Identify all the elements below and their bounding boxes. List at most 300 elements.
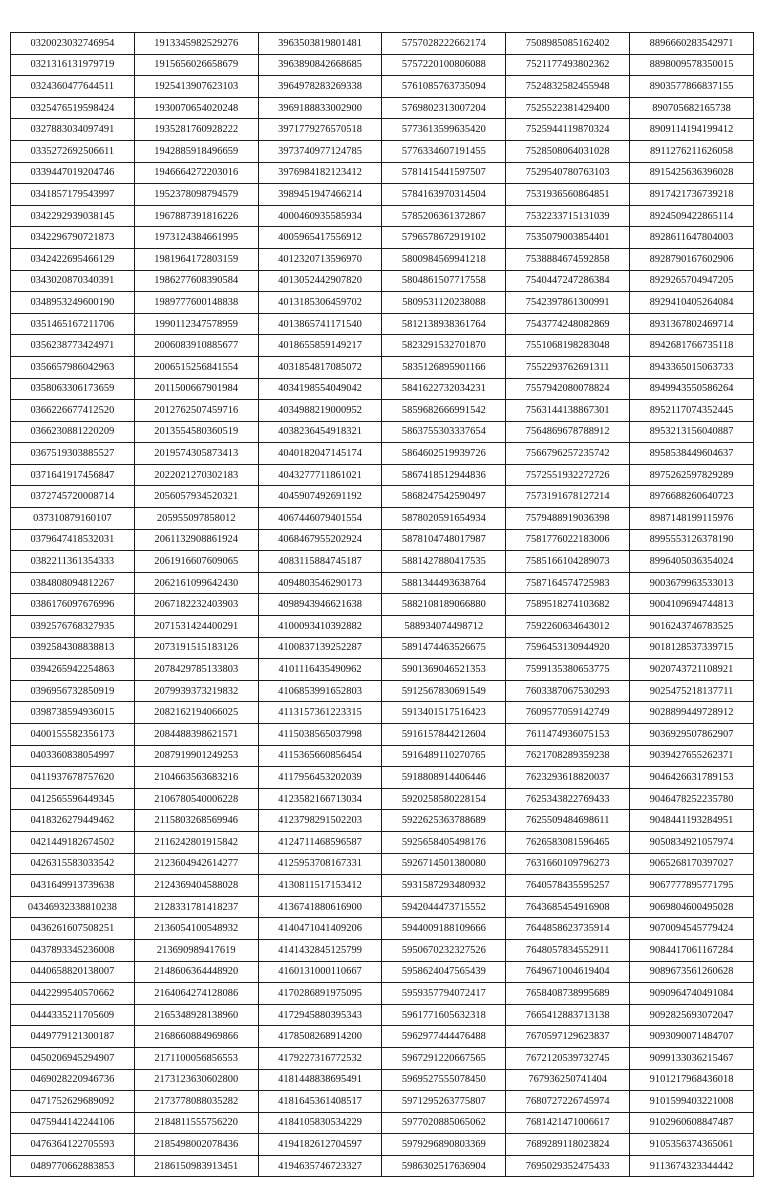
table-row (11, 1004, 754, 1026)
table-row (11, 205, 754, 227)
table-cell: 5920258580228154 (382, 788, 506, 810)
table-row (11, 292, 754, 314)
table-cell: 4170286891975095 (258, 983, 382, 1005)
table-cell: 2082162194066025 (134, 702, 258, 724)
table-cell: 7623293618820037 (506, 767, 630, 789)
table-cell: 9004109694744813 (630, 594, 754, 616)
table-cell: 4113157361223315 (258, 702, 382, 724)
table-cell: 5757028222662174 (382, 33, 506, 55)
table-cell: 3989451947466214 (258, 184, 382, 206)
table-cell: 9003679963533013 (630, 572, 754, 594)
table-row (11, 1155, 754, 1177)
table-cell: 5867418512944836 (382, 464, 506, 486)
table-cell: 4181645361408517 (258, 1091, 382, 1113)
table-cell: 9092825693072047 (630, 1004, 754, 1026)
table-cell: 2185498002078436 (134, 1134, 258, 1156)
table-cell: 5962977444476488 (382, 1026, 506, 1048)
table-cell: 0403360838054997 (11, 745, 135, 767)
table-cell: 5922625363788689 (382, 810, 506, 832)
table-cell: 7532233715131039 (506, 205, 630, 227)
table-cell: 9020743721108921 (630, 659, 754, 681)
table-row (11, 1069, 754, 1091)
table-cell: 2012762507459716 (134, 400, 258, 422)
table-cell: 1986277608390584 (134, 270, 258, 292)
table-cell: 2019574305873413 (134, 443, 258, 465)
table-cell: 4115365660856454 (258, 745, 382, 767)
table-cell: 5959357794072417 (382, 983, 506, 1005)
table-cell: 7508985085162402 (506, 33, 630, 55)
table-row (11, 184, 754, 206)
table-cell: 8942681766735118 (630, 335, 754, 357)
table-cell: 2164064274128086 (134, 983, 258, 1005)
table-cell: 2148606364448920 (134, 961, 258, 983)
table-cell: 0341857179543997 (11, 184, 135, 206)
table-cell: 0411937678757620 (11, 767, 135, 789)
table-cell: 7670597129623837 (506, 1026, 630, 1048)
table-row (11, 54, 754, 76)
table-cell: 0489770662883853 (11, 1155, 135, 1177)
table-cell: 5776334607191455 (382, 140, 506, 162)
table-cell: 5796578672919102 (382, 227, 506, 249)
table-cell: 0396956732850919 (11, 680, 135, 702)
table-cell: 8896660283542971 (630, 33, 754, 55)
table-cell: 4083115884745187 (258, 551, 382, 573)
table-cell: 2115803268569946 (134, 810, 258, 832)
table-row (11, 248, 754, 270)
table-cell: 7573191678127214 (506, 486, 630, 508)
table-cell: 9090964740491084 (630, 983, 754, 1005)
table-cell: 890705682165738 (630, 97, 754, 119)
table-cell: 7572551932272726 (506, 464, 630, 486)
table-cell: 4184105830534229 (258, 1112, 382, 1134)
table-cell: 1990112347578959 (134, 313, 258, 335)
table-cell: 9046426631789153 (630, 767, 754, 789)
table-cell: 8996405036354024 (630, 551, 754, 573)
table-row (11, 486, 754, 508)
table-cell: 5773613599635420 (382, 119, 506, 141)
table-cell: 4094803546290173 (258, 572, 382, 594)
table-cell: 0412565596449345 (11, 788, 135, 810)
table-cell: 5916489110270765 (382, 745, 506, 767)
table-row (11, 1026, 754, 1048)
table-cell: 0371641917456847 (11, 464, 135, 486)
table-cell: 8931367802469714 (630, 313, 754, 335)
table-cell: 2061916607609065 (134, 551, 258, 573)
table-cell: 7665412883713138 (506, 1004, 630, 1026)
table-cell: 4038236454918321 (258, 421, 382, 443)
table-row (11, 896, 754, 918)
table-row (11, 767, 754, 789)
table-cell: 2173778088035282 (134, 1091, 258, 1113)
table-cell: 2078429785133803 (134, 659, 258, 681)
table-cell: 0379647418532031 (11, 529, 135, 551)
table-row (11, 810, 754, 832)
table-cell: 037310879160107 (11, 508, 135, 530)
table-cell: 8958538449604637 (630, 443, 754, 465)
table-cell: 5757220100806088 (382, 54, 506, 76)
table-cell: 2171100056856553 (134, 1047, 258, 1069)
table-cell: 8987148199115976 (630, 508, 754, 530)
table-cell: 0437893345236008 (11, 939, 135, 961)
table-cell: 2124369404588028 (134, 875, 258, 897)
table-cell: 767936250741404 (506, 1069, 630, 1091)
table-cell: 2184811555756220 (134, 1112, 258, 1134)
number-table (10, 32, 754, 1177)
table-cell: 9039427655262371 (630, 745, 754, 767)
table-cell: 2128331781418237 (134, 896, 258, 918)
table-cell: 5769802313007204 (382, 97, 506, 119)
table-row (11, 551, 754, 573)
table-cell: 2073191515183126 (134, 637, 258, 659)
table-cell: 7557942080078824 (506, 378, 630, 400)
table-row (11, 939, 754, 961)
table-cell: 2165348928138960 (134, 1004, 258, 1026)
table-cell: 1915656026658679 (134, 54, 258, 76)
table-cell: 0382211361354333 (11, 551, 135, 573)
table-cell: 5878020591654934 (382, 508, 506, 530)
table-cell: 5882108189066880 (382, 594, 506, 616)
table-cell: 4160131000110667 (258, 961, 382, 983)
table-cell: 1925413907623103 (134, 76, 258, 98)
table-row (11, 788, 754, 810)
table-cell: 5761085763735094 (382, 76, 506, 98)
table-cell: 2186150983913451 (134, 1155, 258, 1177)
table-cell: 0392584308838813 (11, 637, 135, 659)
table-cell: 5823291532701870 (382, 335, 506, 357)
table-cell: 4031854817085072 (258, 356, 382, 378)
table-cell: 04346932338810238 (11, 896, 135, 918)
table-cell: 5912567830691549 (382, 680, 506, 702)
table-cell: 7672120539732745 (506, 1047, 630, 1069)
table-cell: 0400155582356173 (11, 724, 135, 746)
table-cell: 9099133036215467 (630, 1047, 754, 1069)
table-cell: 7592260634643012 (506, 616, 630, 638)
table-cell: 4141432845125799 (258, 939, 382, 961)
table-row (11, 400, 754, 422)
table-cell: 2062161099642430 (134, 572, 258, 594)
table-cell: 2168660884969866 (134, 1026, 258, 1048)
table-cell: 5891474463526675 (382, 637, 506, 659)
table-row (11, 97, 754, 119)
table-cell: 5913401517516423 (382, 702, 506, 724)
table-cell: 1952378098794579 (134, 184, 258, 206)
table-cell: 7644858623735914 (506, 918, 630, 940)
table-cell: 5901369046521353 (382, 659, 506, 681)
table-cell: 7551068198283048 (506, 335, 630, 357)
table-cell: 0367519303885527 (11, 443, 135, 465)
table-cell: 1930070654020248 (134, 97, 258, 119)
table-row (11, 227, 754, 249)
table-cell: 5841622732034231 (382, 378, 506, 400)
table-cell: 7579488919036398 (506, 508, 630, 530)
table-cell: 0469028220946736 (11, 1069, 135, 1091)
table-cell: 5950670232327526 (382, 939, 506, 961)
table-cell: 0324360477644511 (11, 76, 135, 98)
table-cell: 2006515256841554 (134, 356, 258, 378)
table-cell: 7566796257235742 (506, 443, 630, 465)
table-cell: 5804861507717558 (382, 270, 506, 292)
table-cell: 3963890842668685 (258, 54, 382, 76)
table-cell: 9065268170397027 (630, 853, 754, 875)
table-row (11, 594, 754, 616)
table-cell: 0366230881220209 (11, 421, 135, 443)
table-cell: 4181448838695491 (258, 1069, 382, 1091)
table-row (11, 659, 754, 681)
table-cell: 8898009578350015 (630, 54, 754, 76)
table-cell: 205955097858012 (134, 508, 258, 530)
table-cell: 7529540780763103 (506, 162, 630, 184)
table-cell: 7528508064031028 (506, 140, 630, 162)
table-row (11, 724, 754, 746)
table-cell: 3969188833002900 (258, 97, 382, 119)
table-cell: 0392576768327935 (11, 616, 135, 638)
table-cell: 5986302517636904 (382, 1155, 506, 1177)
table-row (11, 529, 754, 551)
table-row (11, 443, 754, 465)
table-cell: 5979296890803369 (382, 1134, 506, 1156)
table-cell: 7521177493802362 (506, 54, 630, 76)
table-row (11, 33, 754, 55)
table-cell: 3964978283269338 (258, 76, 382, 98)
table-cell: 8949943550586264 (630, 378, 754, 400)
table-cell: 9101599403221008 (630, 1091, 754, 1113)
table-cell: 7625509484698611 (506, 810, 630, 832)
table-cell: 8924509422865114 (630, 205, 754, 227)
table-row (11, 572, 754, 594)
table-row (11, 745, 754, 767)
table-cell: 4013185306459702 (258, 292, 382, 314)
table-cell: 7589518274103682 (506, 594, 630, 616)
table-cell: 9016243746783525 (630, 616, 754, 638)
table-row (11, 140, 754, 162)
table-cell: 4124711468596587 (258, 831, 382, 853)
table-cell: 0372745720008714 (11, 486, 135, 508)
table-cell: 0356657986042963 (11, 356, 135, 378)
table-row (11, 162, 754, 184)
table-cell: 4018655859149217 (258, 335, 382, 357)
table-cell: 5863755303337654 (382, 421, 506, 443)
table-cell: 3963503819801481 (258, 33, 382, 55)
table-cell: 1967887391816226 (134, 205, 258, 227)
table-cell: 0421449182674502 (11, 831, 135, 853)
table-cell: 9050834921057974 (630, 831, 754, 853)
table-cell: 2136054100548932 (134, 918, 258, 940)
table-row (11, 76, 754, 98)
table-cell: 7552293762691311 (506, 356, 630, 378)
table-cell: 7649671004619404 (506, 961, 630, 983)
table-cell: 7643685454916908 (506, 896, 630, 918)
table-cell: 7680727226745974 (506, 1091, 630, 1113)
table-cell: 5926714501380080 (382, 853, 506, 875)
table-cell: 4115038565037998 (258, 724, 382, 746)
table-cell: 4067446079401554 (258, 508, 382, 530)
table-cell: 5868247542590497 (382, 486, 506, 508)
table-cell: 9102960608847487 (630, 1112, 754, 1134)
table-cell: 7596453130944920 (506, 637, 630, 659)
table-row (11, 1112, 754, 1134)
table-cell: 8995553126378190 (630, 529, 754, 551)
table-cell: 0339447019204746 (11, 162, 135, 184)
table-cell: 5977020885065062 (382, 1112, 506, 1134)
table-cell: 1989777600148838 (134, 292, 258, 314)
table-cell: 4136741880616900 (258, 896, 382, 918)
table-cell: 4043277711861021 (258, 464, 382, 486)
table-cell: 4068467955202924 (258, 529, 382, 551)
table-row (11, 464, 754, 486)
table-cell: 2123604942614277 (134, 853, 258, 875)
table-cell: 9084417061167284 (630, 939, 754, 961)
table-cell: 0366226677412520 (11, 400, 135, 422)
table-cell: 2106780540006228 (134, 788, 258, 810)
table-cell: 8915425636396028 (630, 162, 754, 184)
table-cell: 9025475218137711 (630, 680, 754, 702)
table-cell: 7535079003854401 (506, 227, 630, 249)
table-cell: 213690989417619 (134, 939, 258, 961)
table-cell: 9093090071484707 (630, 1026, 754, 1048)
table-cell: 5881344493638764 (382, 572, 506, 594)
table-cell: 0440658820138007 (11, 961, 135, 983)
table-cell: 0476364122705593 (11, 1134, 135, 1156)
table-cell: 8911276211626058 (630, 140, 754, 162)
table-cell: 2022021270302183 (134, 464, 258, 486)
table-cell: 7538884674592858 (506, 248, 630, 270)
table-cell: 7563144138867301 (506, 400, 630, 422)
table-cell: 9036929507862907 (630, 724, 754, 746)
table-cell: 8928790167602906 (630, 248, 754, 270)
table-cell: 4125953708167331 (258, 853, 382, 875)
table-cell: 5878104748017987 (382, 529, 506, 551)
table-cell: 5784163970314504 (382, 184, 506, 206)
table-cell: 0426315583033542 (11, 853, 135, 875)
table-cell: 8928611647804003 (630, 227, 754, 249)
table-cell: 2013554580360519 (134, 421, 258, 443)
table-cell: 5969527555078450 (382, 1069, 506, 1091)
table-cell: 7540447247286384 (506, 270, 630, 292)
table-cell: 2011500667901984 (134, 378, 258, 400)
table-cell: 7531936560864851 (506, 184, 630, 206)
table-cell: 7542397861300991 (506, 292, 630, 314)
table-cell: 0351465167211706 (11, 313, 135, 335)
table-cell: 2061132908861924 (134, 529, 258, 551)
table-row (11, 270, 754, 292)
table-row (11, 702, 754, 724)
table-cell: 5812138938361764 (382, 313, 506, 335)
table-cell: 0475944142244106 (11, 1112, 135, 1134)
table-cell: 9105356374365061 (630, 1134, 754, 1156)
table-cell: 0342422695466129 (11, 248, 135, 270)
table-cell: 7581776022183006 (506, 529, 630, 551)
table-cell: 7621708289359238 (506, 745, 630, 767)
table-cell: 5958624047565439 (382, 961, 506, 983)
table-row (11, 335, 754, 357)
table-cell: 5967291220667565 (382, 1047, 506, 1069)
table-cell: 4130811517153412 (258, 875, 382, 897)
table-row (11, 421, 754, 443)
table-cell: 5942044473715552 (382, 896, 506, 918)
table-cell: 5785206361372867 (382, 205, 506, 227)
table-cell: 7689289118023824 (506, 1134, 630, 1156)
table-row (11, 961, 754, 983)
table-cell: 7658408738995689 (506, 983, 630, 1005)
table-cell: 4123798291502203 (258, 810, 382, 832)
table-cell: 4005965417556912 (258, 227, 382, 249)
table-cell: 7626583081596465 (506, 831, 630, 853)
table-cell: 0450206945294907 (11, 1047, 135, 1069)
table-cell: 4013865741171540 (258, 313, 382, 335)
table-cell: 4040182047145174 (258, 443, 382, 465)
table-cell: 4194182612704597 (258, 1134, 382, 1156)
table-cell: 0444335211705609 (11, 1004, 135, 1026)
table-cell: 1981964172803159 (134, 248, 258, 270)
table-cell: 8952117074352445 (630, 400, 754, 422)
table-cell: 3973740977124785 (258, 140, 382, 162)
table-row (11, 918, 754, 940)
table-cell: 0436261607508251 (11, 918, 135, 940)
table-cell: 7648057834552911 (506, 939, 630, 961)
table-cell: 1942885918496659 (134, 140, 258, 162)
table-cell: 7585166104289073 (506, 551, 630, 573)
table-cell: 7695029352475433 (506, 1155, 630, 1177)
table-cell: 1946664272203016 (134, 162, 258, 184)
table-cell: 0442299540570662 (11, 983, 135, 1005)
table-cell: 4013052442907820 (258, 270, 382, 292)
table-row (11, 680, 754, 702)
table-cell: 0320023032746954 (11, 33, 135, 55)
table-cell: 2056057934520321 (134, 486, 258, 508)
table-cell: 5944009188109666 (382, 918, 506, 940)
table-cell: 0342292939038145 (11, 205, 135, 227)
table-row (11, 378, 754, 400)
table-cell: 0449779121300187 (11, 1026, 135, 1048)
table-cell: 4100837139252287 (258, 637, 382, 659)
table-cell: 8976688260640723 (630, 486, 754, 508)
table-cell: 3976984182123412 (258, 162, 382, 184)
table-cell: 0418326279449462 (11, 810, 135, 832)
table-row (11, 508, 754, 530)
table-row (11, 616, 754, 638)
table-cell: 0471752629689092 (11, 1091, 135, 1113)
table-row (11, 637, 754, 659)
table-cell: 0325476519598424 (11, 97, 135, 119)
table-cell: 5916157844212604 (382, 724, 506, 746)
table-cell: 4172945880395343 (258, 1004, 382, 1026)
number-table-body (11, 33, 754, 1177)
table-cell: 8929265704947205 (630, 270, 754, 292)
table-row (11, 1091, 754, 1113)
table-cell: 5781415441597507 (382, 162, 506, 184)
table-cell: 4045907492691192 (258, 486, 382, 508)
table-cell: 5859682666991542 (382, 400, 506, 422)
table-cell: 7611474936075153 (506, 724, 630, 746)
table-cell: 8975262597829289 (630, 464, 754, 486)
table-cell: 0327883034097491 (11, 119, 135, 141)
table-cell: 9067777895771795 (630, 875, 754, 897)
table-cell: 9069804600495028 (630, 896, 754, 918)
table-row (11, 831, 754, 853)
table-row (11, 853, 754, 875)
table-cell: 7564869678788912 (506, 421, 630, 443)
table-row (11, 875, 754, 897)
table-cell: 4012320713596970 (258, 248, 382, 270)
table-cell: 7524832582455948 (506, 76, 630, 98)
table-cell: 5961771605632318 (382, 1004, 506, 1026)
table-cell: 4194635746723327 (258, 1155, 382, 1177)
table-cell: 5809531120238088 (382, 292, 506, 314)
table-cell: 1913345982529276 (134, 33, 258, 55)
table-cell: 0343020870340391 (11, 270, 135, 292)
table-cell: 5881427880417535 (382, 551, 506, 573)
table-cell: 1973124384661995 (134, 227, 258, 249)
